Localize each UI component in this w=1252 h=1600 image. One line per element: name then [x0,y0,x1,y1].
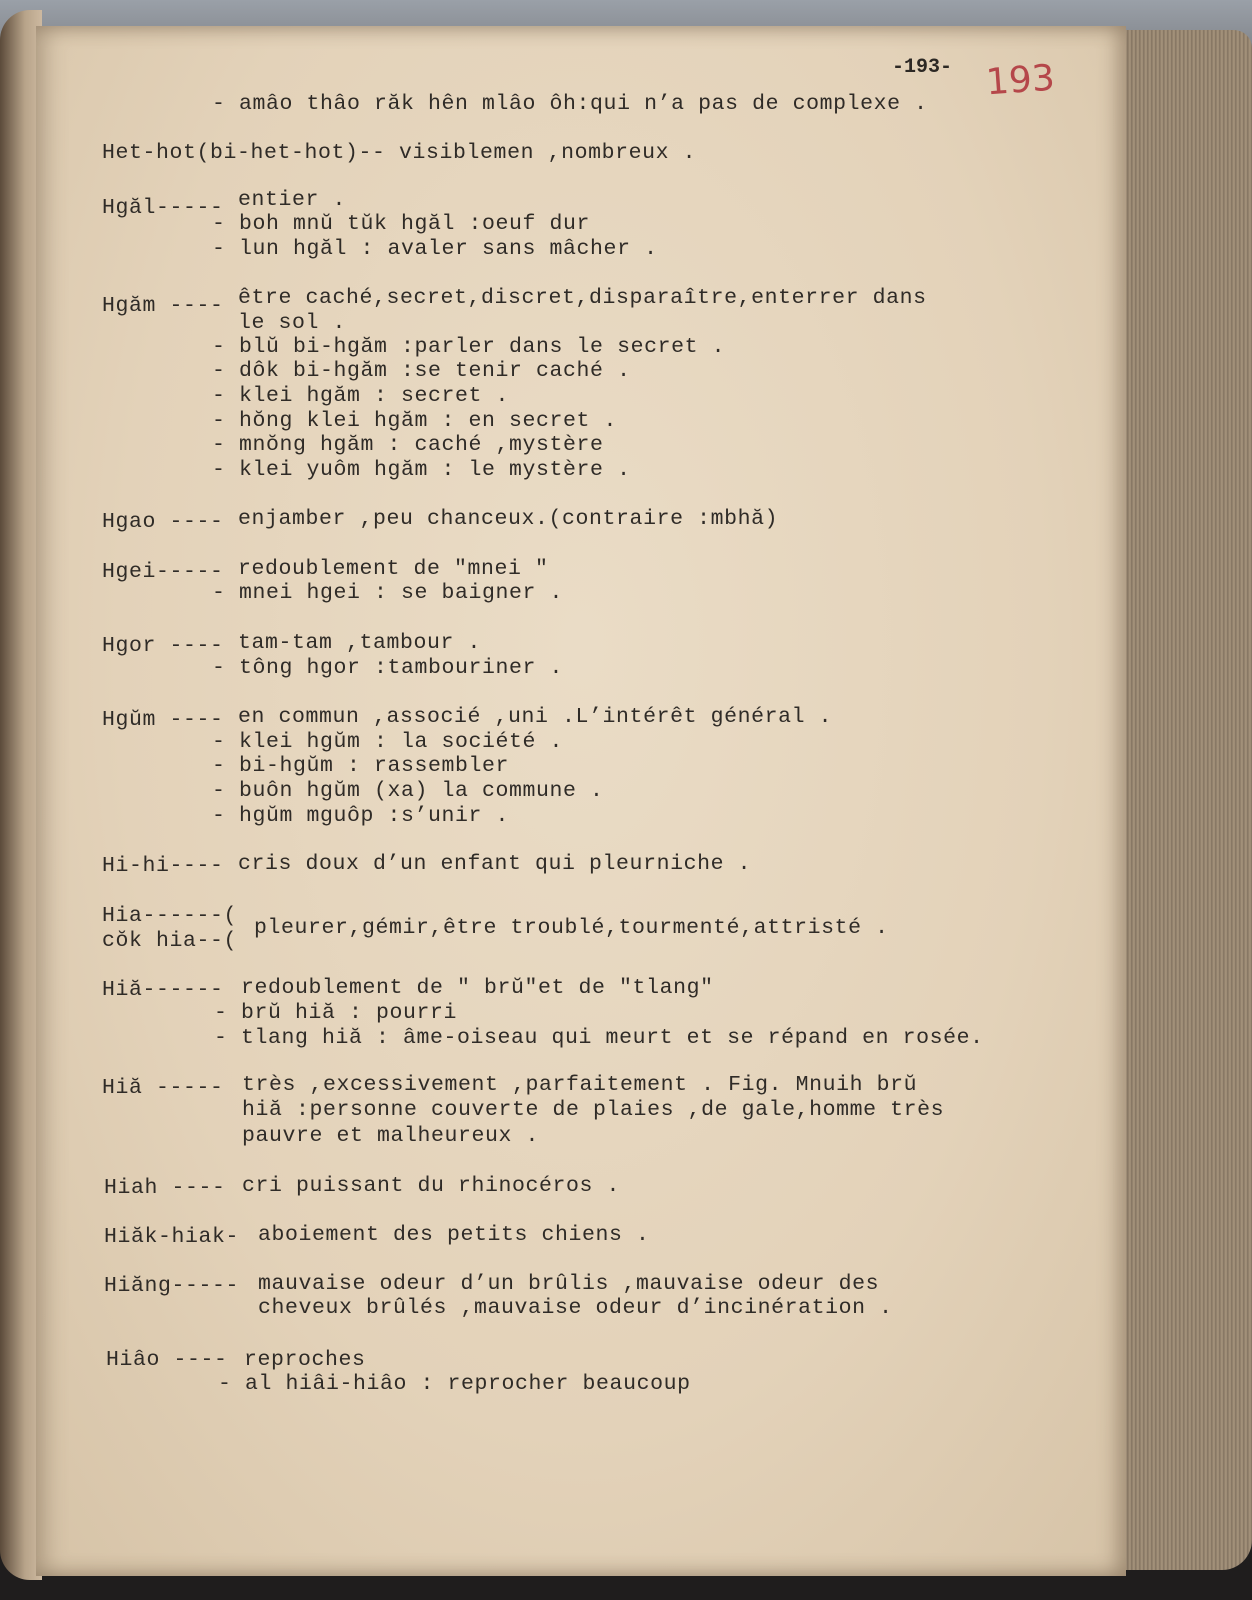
entry-headword: Hgao ---- [102,510,224,534]
entry-headword: Hiă------ [102,978,224,1002]
entry-line: cris doux d’un enfant qui pleurniche . [238,852,752,876]
entry-line: - tlang hiă : âme-oiseau qui meurt et se répand en rosée. [214,1026,984,1050]
page-number-typed: -193- [892,56,953,79]
entry-line: - hgŭm mguôp :s’unir . [212,804,510,828]
entry-headword: Hgor ---- [102,634,224,658]
document-page [36,26,1126,1576]
entry-line: pleurer,gémir,être troublé,tourmenté,attristé . [254,916,889,940]
entry-line: le sol . [238,311,347,335]
entry-line: - boh mnŭ tŭk hgăl :oeuf dur [212,212,591,236]
entry-headword: cŏk hia--( [102,929,238,953]
entry-line: - dôk bi-hgăm :se tenir caché . [212,359,631,383]
entry-headword: Hiăng----- [104,1274,240,1298]
entry-line: - klei hgăm : secret . [212,384,510,408]
entry-headword: Hgăm ---- [102,294,224,318]
entry-line: enjamber ,peu chanceux.(contraire :mbhă) [238,507,779,531]
entry-line: - lun hgăl : avaler sans mâcher . [212,237,658,261]
entry-line: - klei yuôm hgăm : le mystère . [212,458,631,482]
entry-line: être caché,secret,discret,disparaître,enterrer dans [238,286,927,310]
entry-line: - brŭ hiă : pourri [214,1001,458,1025]
entry-line: hiă :personne couverte de plaies ,de gale,homme très [242,1098,945,1122]
entry-headword: Hgŭm ---- [102,708,224,732]
entry-line: - buôn hgŭm (xa) la commune . [212,779,604,803]
entry-headword: Hi-hi---- [102,854,224,878]
dictionary-entries [36,26,1126,1576]
entry-headword: Hiăk-hiak- [104,1225,240,1249]
entry-line: Het-hot(bi-het-hot)-- visiblemen ,nombreux . [102,141,697,165]
entry-headword: Hiah ---- [104,1176,226,1200]
entry-headword: Hiâo ---- [106,1348,228,1372]
entry-line: tam-tam ,tambour . [238,631,482,655]
entry-headword: Hgăl----- [102,196,224,220]
entry-line: reproches [244,1348,366,1372]
entry-line: - hŏng klei hgăm : en secret . [212,409,618,433]
entry-line: cheveux brûlés ,mauvaise odeur d’incinération . [258,1296,893,1320]
book-page-edges [1120,30,1252,1570]
entry-line: redoublement de " brŭ"et de "tlang" [241,976,714,1000]
entry-line: en commun ,associé ,uni .L’intérêt général . [238,705,833,729]
page-number-handwritten: 193 [984,57,1057,104]
entry-headword: Hgei----- [102,560,224,584]
entry-headword: Hiă ----- [102,1076,224,1100]
entry-line: - blŭ bi-hgăm :parler dans le secret . [212,335,726,359]
entry-line: pauvre et malheureux . [242,1124,540,1148]
entry-line: très ,excessivement ,parfaitement . Fig. Mnuih brŭ [242,1073,918,1097]
entry-line: - mnei hgei : se baigner . [212,581,564,605]
entry-line: aboiement des petits chiens . [258,1223,650,1247]
entry-line: - mnŏng hgăm : caché ,mystère [212,433,604,457]
entry-headword: Hia------( [102,904,238,928]
entry-line: - klei hgŭm : la société . [212,730,564,754]
entry-line: mauvaise odeur d’un brûlis ,mauvaise odeur des [258,1272,880,1296]
entry-line: - al hiâi-hiâo : reprocher beaucoup [218,1372,691,1396]
entry-line: cri puissant du rhinocéros . [242,1174,621,1198]
entry-line: - bi-hgŭm : rassembler [212,754,510,778]
entry-line: redoublement de "mnei " [238,557,549,581]
entry-line: - amâo thâo răk hên mlâo ôh:qui n’a pas de complexe . [212,92,928,116]
entry-line: - tông hgor :tambouriner . [212,656,564,680]
entry-line: entier . [238,188,347,212]
